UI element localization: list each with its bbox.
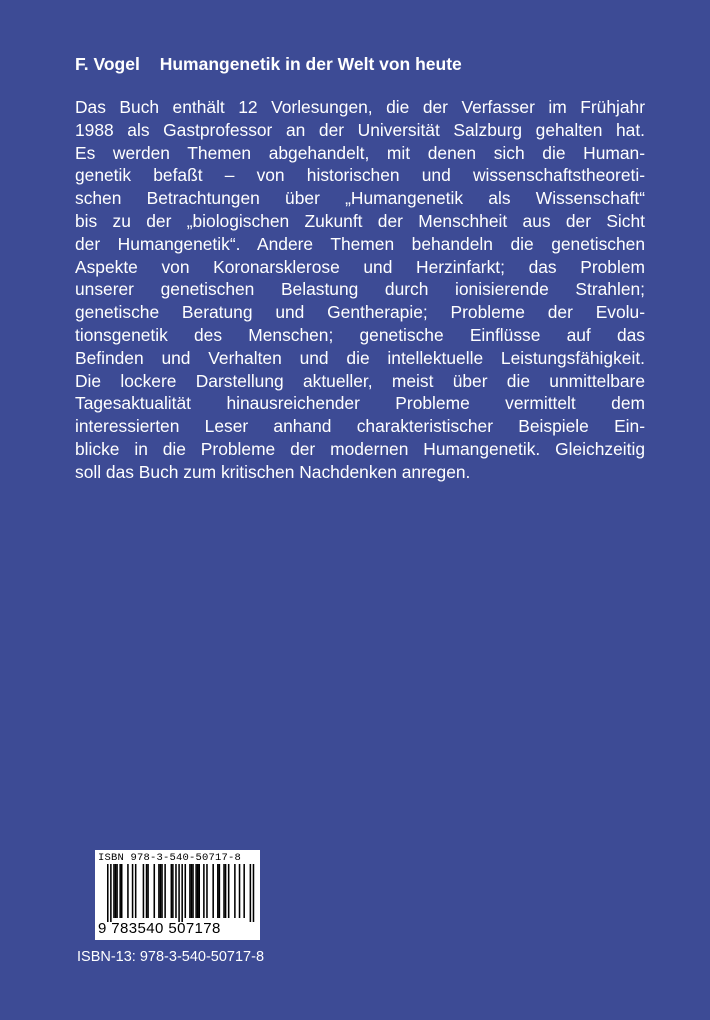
description-line: genetik befaßt – von historischen und wissenschaftstheoreti-	[75, 165, 645, 186]
barcode-bar	[107, 864, 109, 922]
book-description	[75, 96, 645, 484]
barcode-bar	[189, 864, 191, 918]
barcode-digits: 9 783540 507178	[98, 920, 221, 937]
barcode-bar	[239, 864, 241, 918]
barcode-bar	[178, 864, 180, 922]
description-line: der Humangenetik“. Andere Themen behandeln die genetischen	[75, 233, 645, 254]
barcode-isbn-text: ISBN 978-3-540-50717-8	[98, 852, 242, 864]
description-line: Es werden Themen abgehandelt, mit denen sich die Human-	[75, 142, 645, 163]
description-line: unserer genetischen Belastung durch ionisierende Strahlen;	[75, 279, 645, 300]
barcode-bars	[95, 864, 260, 922]
description-line: 1988 als Gastprofessor an der Universität Salzburg gehalten hat.	[75, 119, 645, 140]
barcode-bar	[143, 864, 145, 918]
barcode	[95, 850, 260, 940]
barcode-bar	[197, 864, 199, 918]
barcode-bar	[147, 864, 149, 918]
barcode-bar	[171, 864, 173, 918]
barcode-bar	[228, 864, 230, 918]
isbn-13: ISBN-13: 978-3-540-50717-8	[77, 949, 265, 965]
barcode-bar	[127, 864, 129, 918]
barcode-bar	[110, 864, 112, 922]
barcode-bar	[164, 864, 166, 918]
barcode-bar	[160, 864, 162, 918]
description-line: Aspekte von Koronarsklerose und Herzinfarkt; das Problem	[75, 256, 645, 277]
barcode-bar	[225, 864, 227, 918]
barcode-bar	[175, 864, 177, 918]
barcode-bar	[115, 864, 117, 918]
barcode-bar	[191, 864, 193, 918]
barcode-bar	[116, 864, 118, 918]
book-title: Humangenetik in der Welt von heute	[159, 54, 462, 74]
barcode-bar	[121, 864, 123, 918]
description-line: tionsgenetik des Menschen; genetische Einflüsse auf das	[75, 324, 645, 345]
barcode-bar	[206, 864, 208, 918]
barcode-bar	[119, 864, 121, 918]
barcode-bar	[154, 864, 156, 918]
barcode-bar	[146, 864, 148, 918]
barcode-bar	[161, 864, 163, 918]
barcode-bar	[243, 864, 245, 918]
description-line: schen Betrachtungen über „Humangenetik als Wissenschaft“	[75, 188, 645, 209]
description-line: Befinden und Verhalten und die intellektuelle Leistungsfähigkeit.	[75, 347, 645, 368]
description-line: Das Buch enthält 12 Vorlesungen, die der Verfasser im Frühjahr	[75, 97, 645, 117]
book-header	[75, 54, 655, 75]
barcode-bar	[135, 864, 137, 918]
barcode-bar	[185, 864, 187, 918]
barcode-bar	[250, 864, 252, 922]
barcode-bar	[198, 864, 200, 918]
barcode-bar	[219, 864, 221, 918]
barcode-bar	[192, 864, 194, 918]
barcode-bar	[195, 864, 197, 918]
barcode-bar	[223, 864, 225, 918]
barcode-bar	[234, 864, 236, 918]
description-line: genetische Beratung und Gentherapie; Probleme der Evolu-	[75, 302, 645, 323]
barcode-bar	[217, 864, 219, 918]
description-line: soll das Buch zum kritischen Nachdenken anregen.	[75, 461, 471, 482]
barcode-bar	[158, 864, 160, 918]
barcode-bar	[181, 864, 183, 922]
description-line: Tagesaktualität hinausreichender Probleme vermittelt dem	[75, 393, 645, 414]
barcode-bar	[203, 864, 205, 918]
author-name: F. Vogel	[75, 54, 140, 74]
barcode-bar	[113, 864, 115, 918]
description-line: bis zu der „biologischen Zukunft der Menschheit aus der Sicht	[75, 210, 645, 231]
description-line: interessierten Leser anhand charakteristischer Beispiele Ein-	[75, 416, 645, 437]
barcode-bar	[172, 864, 174, 918]
barcode-bar	[253, 864, 255, 922]
description-line: blicke in die Probleme der modernen Humangenetik. Gleichzeitig	[75, 438, 645, 459]
barcode-bar	[212, 864, 214, 918]
barcode-bar	[132, 864, 134, 918]
description-line: Die lockere Darstellung aktueller, meist über die unmittelbare	[75, 370, 645, 391]
